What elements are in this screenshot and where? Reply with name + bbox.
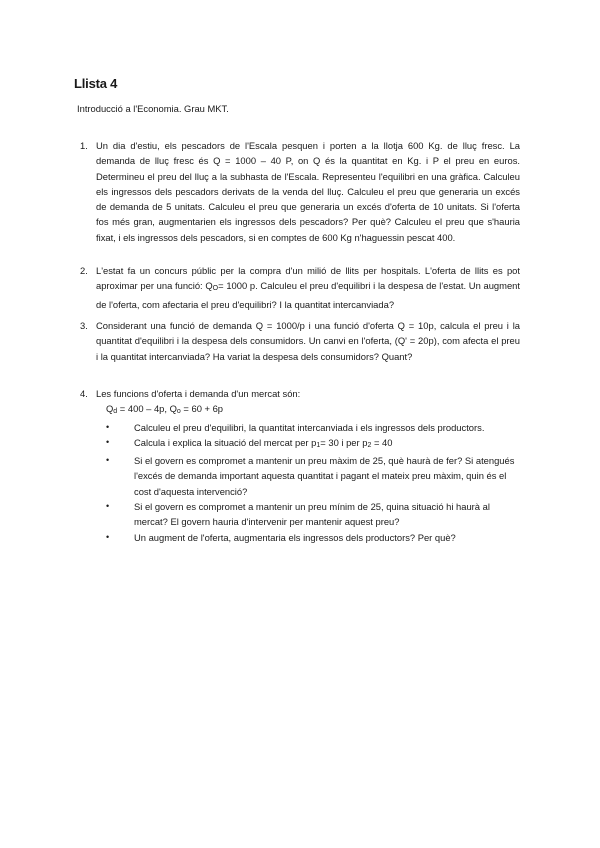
list-item-text: = 40 (371, 436, 393, 448)
list-item (102, 435, 520, 453)
question-text (96, 263, 520, 312)
question-text-part: L'estat fa un concurs públic per la compra d'un milió de llits per hospitals. L'oferta de llits es pot aproximar per una funció: Q (96, 265, 520, 292)
question-number: 2. (80, 265, 88, 276)
question-number: 4. (80, 388, 88, 399)
page-title: Llista 4 (74, 76, 118, 91)
question-intro: Les funcions d'oferta i demanda d'un mercat són: (96, 388, 301, 399)
demand-symbol: Q (106, 403, 114, 415)
subscript: d (113, 408, 118, 416)
question-text: Un dia d'estiu, els pescadors de l'Escala pesquen i porten a la llotja 600 Kg. de lluç fresc. La demanda de lluç fresc és Q = 1000 – 40 P, on Q és la quantitat en Kg. i P el preu en euros. Determineu el preu del lluç a la subhasta de l'Escala. Representeu l'equilibri en una gràfica. Calculeu els ingressos dels pescadors derivats de la venda del lluç. Calculeu el preu que generaria un excés de demanda de 5 unitats. Calculeu el preu que generaria un excés d'oferta de 10 unitats. Si l'oferta fos més gran, augmentarien els ingressos dels pescadors? Per què? Calculeu el preu que s'hauria fixat, i els ingressos dels pescadors, si en comptes de 600 Kg n'haguessin pescat 400. (96, 140, 520, 243)
list-item-text: Un augment de l'oferta, augmentaria els ingressos dels productors? Per què? (134, 531, 456, 543)
list-item-text: Si el govern es compromet a mantenir un preu màxim de 25, què haurà de fer? Si atengués l'excés de demanda important aquesta quantitat i pagant el mateix preu màxim, quin és el cost d'aquesta intervenció? (134, 455, 515, 497)
question-number: 1. (80, 140, 88, 151)
supply-symbol: Q (169, 403, 177, 415)
subscript: 2 (367, 441, 372, 449)
question-4 (80, 386, 520, 545)
question-3 (80, 318, 520, 364)
list-item (102, 499, 520, 530)
course-subtitle: Introducció a l'Economia. Grau MKT. (77, 103, 229, 114)
question-text-part: = 1000 p. Calculeu el preu d'equilibri i la despesa de l'estat. Un augment de l'oferta, com afectaria el preu d'equilibri? I la quantitat intercanviada? (96, 280, 520, 310)
list-item (102, 453, 520, 499)
bullet-icon: • (106, 421, 110, 432)
list-item-text: Calcula i explica la situació del mercat per p (134, 436, 317, 448)
question-1 (80, 138, 520, 245)
list-item (102, 530, 520, 545)
bullet-icon: • (106, 501, 110, 512)
bullet-icon: • (106, 436, 110, 447)
list-item-text: Si el govern es compromet a mantenir un preu mínim de 25, quina situació hi haurà al mercat? El govern hauria d'intervenir per mantenir aquest preu? (134, 501, 490, 528)
subscript: O (212, 285, 219, 293)
bullet-icon: • (106, 531, 110, 542)
bullet-icon: • (106, 455, 110, 466)
list-item-text: Calculeu el preu d'equilibri, la quantitat intercanviada i els ingressos dels productors. (134, 421, 485, 433)
question-2 (80, 263, 520, 312)
supply-demand-equations (106, 401, 520, 419)
question-number: 3. (80, 320, 88, 331)
sub-question-list (102, 420, 520, 545)
supply-equation: = 60 + 6p (180, 403, 224, 415)
list-item (102, 420, 520, 435)
question-text: Considerant una funció de demanda Q = 1000/p i una funció d'oferta Q = 10p, calcula el preu i la quantitat d'equilibri i la despesa dels consumidors. Un canvi en l'oferta, (Q' = 20p), com afecta el preu i la quantitat intercanviada? Ha variat la despesa dels consumidors? Quant? (96, 320, 520, 362)
list-item-text: = 30 i per p (320, 436, 368, 448)
subscript: o (176, 408, 181, 416)
subscript: 1 (316, 441, 321, 449)
demand-equation: = 400 – 4p, (117, 403, 170, 415)
